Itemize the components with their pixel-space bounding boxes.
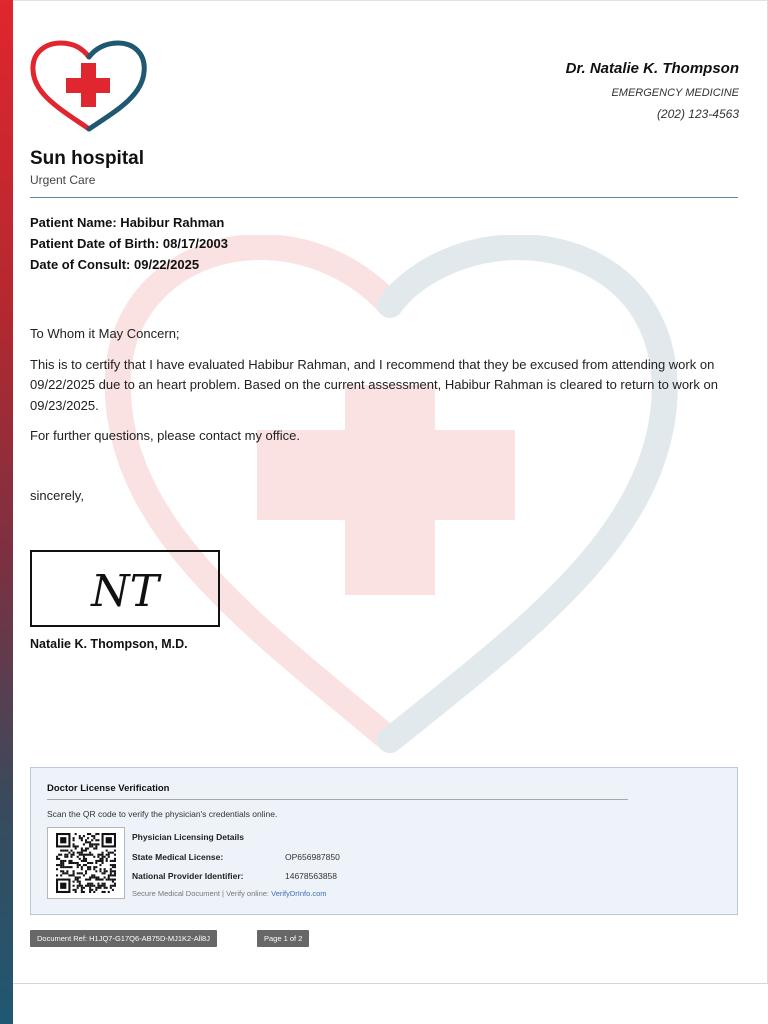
salutation: To Whom it May Concern; [30,326,180,341]
hospital-logo-icon [30,40,148,134]
signature-initials [65,559,185,619]
header-divider [30,197,738,198]
doctor-phone: (202) 123-4563 [656,107,739,121]
state-license-value: OP656987850 [285,852,340,862]
verification-note: Scan the QR code to verify the physician's credentials online. [47,809,278,819]
verification-footer [132,889,327,898]
consult-date: Date of Consult: 09/22/2025 [30,257,200,272]
npi-row [132,871,337,881]
state-license-label: State Medical License: [132,852,224,862]
document-ref-badge: Document Ref: H1JQ7-G17Q6-AB75D-MJ1K2-All8J [30,930,217,947]
doctor-header [566,60,739,121]
side-accent-bar [0,0,13,1024]
patient-dob: Patient Date of Birth: 08/17/2003 [30,236,228,251]
letter-body [30,324,730,457]
signer-name: Natalie K. Thompson, M.D. [30,637,188,651]
hospital-subtitle: Urgent Care [30,173,96,187]
svg-text:NT: NT [91,565,159,617]
page-edge [13,0,768,1]
contact-paragraph: For further questions, please contact my office. [30,428,301,443]
license-verification-panel [30,767,738,915]
npi-value: 14678563858 [285,871,338,881]
npi-label: National Provider Identifier: [132,871,244,881]
licensing-details-title: Physician Licensing Details [132,832,244,842]
heart-watermark-icon [90,235,690,755]
closing: sincerely, [30,488,84,503]
qr-code-icon[interactable] [56,833,116,893]
qr-code-box[interactable] [47,827,125,899]
verification-title: Doctor License Verification [47,783,170,794]
page-number-badge: Page 1 of 2 [257,930,309,947]
patient-info [30,214,228,277]
doctor-specialty: EMERGENCY MEDICINE [611,87,739,99]
verify-link[interactable]: VerifyDrInfo.com [271,889,327,898]
hospital-name: Sun hospital [30,148,144,169]
verification-divider [47,799,628,800]
doctor-name: Dr. Natalie K. Thompson [565,60,739,77]
signature-box [30,550,220,627]
page-edge [13,983,768,984]
secure-document-text: Secure Medical Document | Verify online: [132,889,270,898]
certification-paragraph: This is to certify that I have evaluated Habibur Rahman, and I recommend that they be excused from attending work on 09/22/2025 due to an heart problem. Based on the current assessment, Habibur Rahman is cleared to return to work on 09/23/2025. [30,356,718,413]
patient-name: Patient Name: Habibur Rahman [30,215,225,230]
state-license-row [132,852,340,862]
